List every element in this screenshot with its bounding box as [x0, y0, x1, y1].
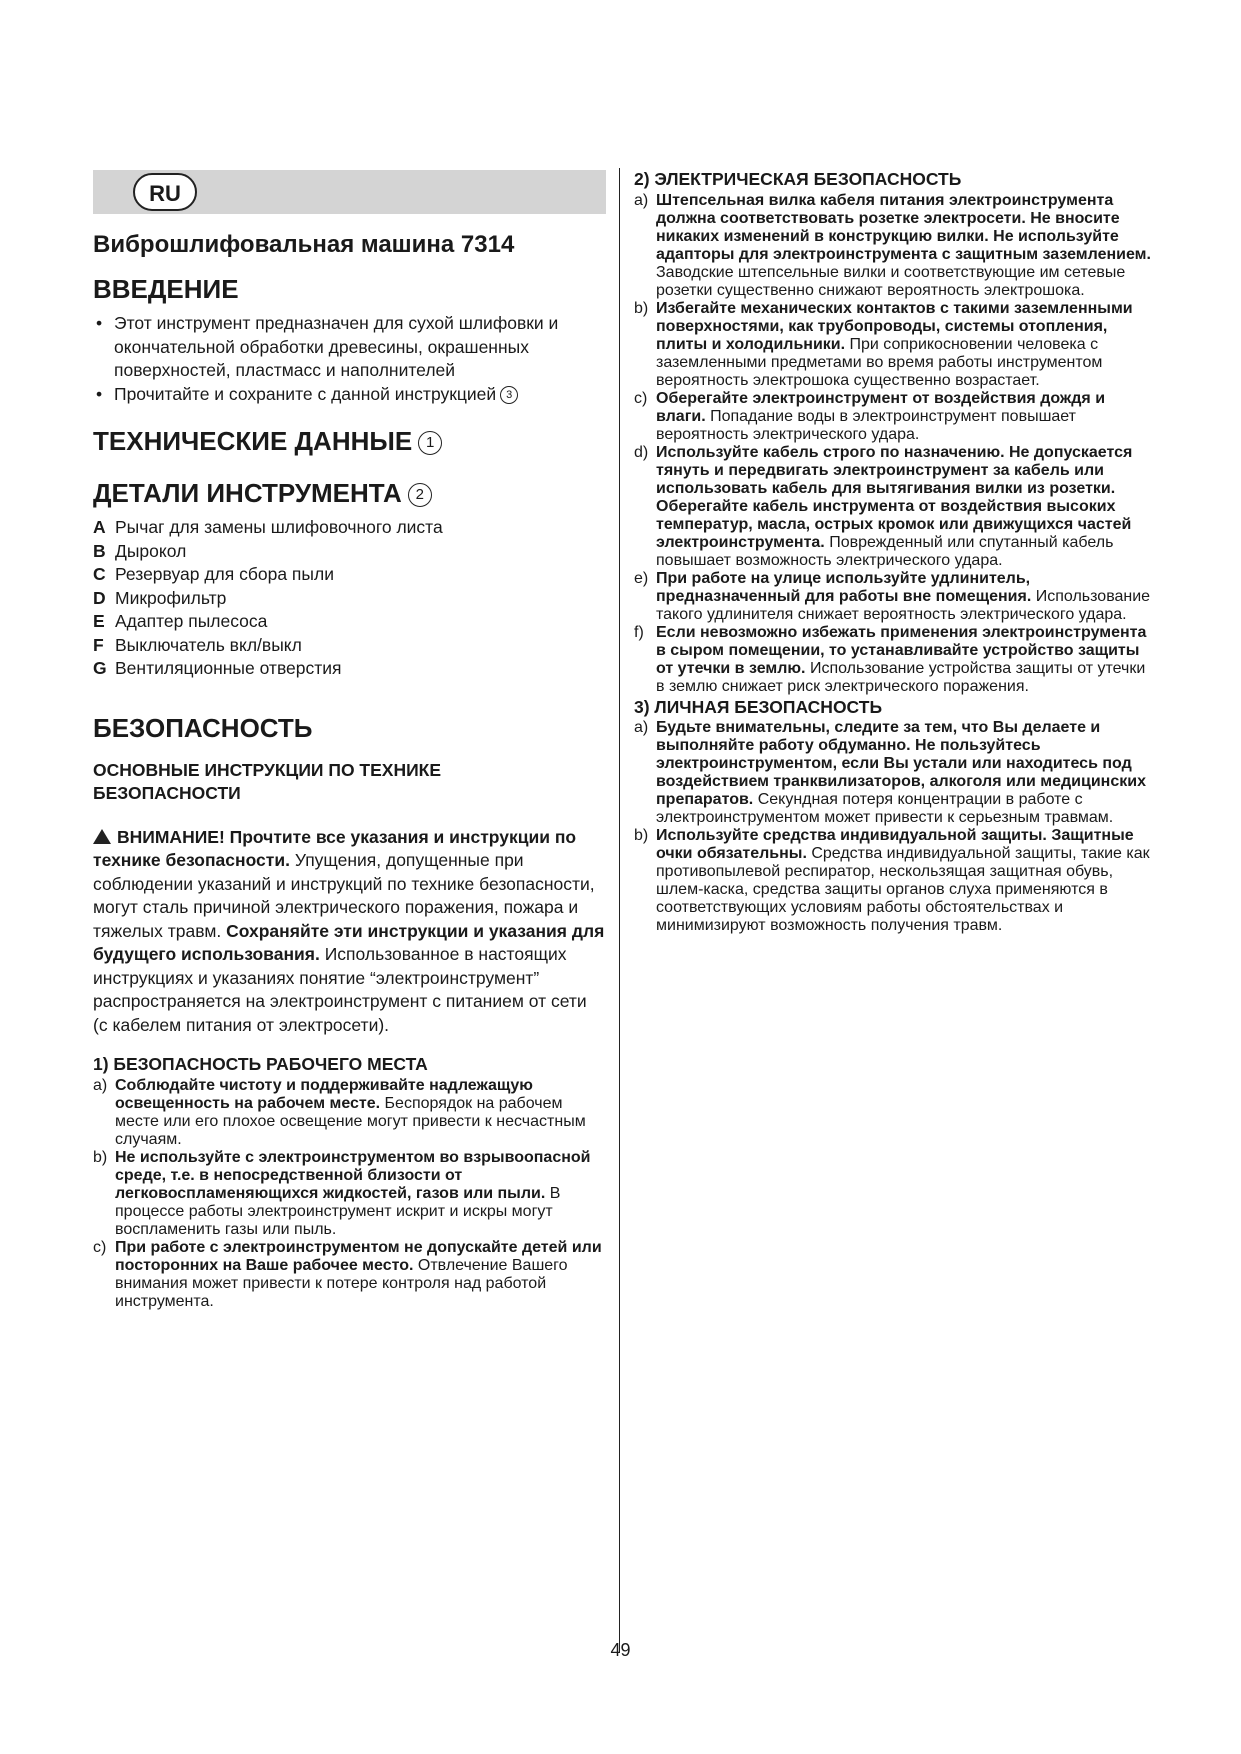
warning-text: Упущения, допущенные при соблюдении указаний и инструкций по технике безопасности, могут сталь причиной электрического поражения, пожара и тяжелых травм. — [93, 850, 595, 941]
safety-heading: БЕЗОПАСНОСТЬ — [93, 712, 313, 743]
item-label: d) — [634, 443, 649, 461]
item-body: Средства индивидуальной защиты, такие как противопылевой респиратор, нескользящая защитная обувь, шлем-каска, средства защиты органов слуха применяются в соответствующих условиям работы обстоятельствах и минимизируют возможность получения травм. — [656, 845, 1150, 934]
part-text: Дырокол — [115, 540, 187, 561]
item-label: a) — [634, 191, 649, 209]
item-bold: При работе на улице используйте удлинитель, предназначенный для работы вне помещения. — [656, 569, 1032, 605]
keep-text: Использованное в настоящих инструкциях и указаниях понятие “электроинструмент” распространяется на электроинструмент с питанием от сети (с кабелем питания от электросети). — [93, 944, 587, 1035]
part-text: Вентиляционные отверстия — [115, 658, 342, 678]
intro-heading: ВВЕДЕНИЕ — [93, 274, 239, 304]
item-body: Заводские штепсельные вилки и соответствующие им сетевые розетки существенно снижают вероятность электрошока. — [656, 263, 1126, 299]
item-text — [115, 1077, 606, 1149]
right-column — [634, 168, 1154, 935]
part-text: Рычаг для замены шлифовочного листа — [115, 517, 443, 537]
item-text — [656, 624, 1154, 696]
part-text: Выключатель вкл/выкл — [115, 634, 302, 655]
personal-item-a — [634, 719, 1154, 827]
item-text — [656, 719, 1154, 827]
item-text — [656, 444, 1154, 570]
electrical-item-c — [634, 390, 1154, 444]
item-bold: Избегайте механических контактов с такими заземленными поверхностями, как трубопроводы, системы отопления, плиты и холодильники. — [656, 299, 1133, 353]
workplace-item-a — [93, 1077, 606, 1149]
item-bold: Будьте внимательны, следите за тем, что Вы делаете и выполняйте работу обдуманно. Не пользуйтесь электроинструментом, если Вы устали или находитесь под воздействием транквилизаторов, алкоголя или медицинских препаратов. — [656, 719, 1146, 808]
personal-heading: 3) ЛИЧНАЯ БЕЗОПАСНОСТЬ — [634, 696, 883, 717]
list-item — [93, 540, 606, 564]
item-body: Отвлечение Вашего внимания может привести к потере контроля над работой инструмента. — [115, 1256, 568, 1310]
part-text: Адаптер пылесоса — [115, 611, 268, 631]
bullet-text: Прочитайте и сохраните с данной инструкцией — [114, 383, 497, 404]
workplace-heading: 1) БЕЗОПАСНОСТЬ РАБОЧЕГО МЕСТА — [93, 1054, 428, 1074]
item-text — [115, 1149, 606, 1239]
item-bold: При работе с электроинструментом не допускайте детей или посторонних на Ваше рабочее место. — [115, 1238, 602, 1274]
list-item — [93, 587, 606, 611]
item-text — [115, 1239, 606, 1311]
item-text — [656, 300, 1154, 390]
item-body: Попадание воды в электроинструмент повышает вероятность электрического удара. — [656, 407, 1076, 443]
product-title: Виброшлифовальная машина 7314 — [93, 231, 515, 258]
figure-ref-icon: 3 — [500, 386, 518, 404]
figure-ref-icon: 2 — [408, 483, 432, 507]
tech-data-heading — [93, 424, 606, 458]
keep-bold: Сохраняйте эти инструкции и указания для будущего использования. — [93, 920, 605, 964]
item-text — [656, 192, 1154, 300]
electrical-item-b — [634, 300, 1154, 390]
part-key: C — [93, 564, 106, 584]
language-bar — [93, 170, 606, 214]
figure-ref-icon: 1 — [418, 431, 442, 455]
item-bold: Не используйте с электроинструментом во взрывоопасной среде, т.е. в непосредственной близости от легковоспламеняющихся жидкостей, газов или пыли. — [115, 1148, 591, 1202]
part-key: G — [93, 658, 107, 678]
intro-list — [93, 312, 606, 406]
page-number: 49 — [610, 1640, 631, 1660]
item-bold: Соблюдайте чистоту и поддерживайте надлежащую освещенность на рабочем месте. — [115, 1076, 533, 1112]
item-label: b) — [634, 299, 649, 317]
warning-paragraph — [93, 826, 606, 1038]
part-text: Микрофильтр — [115, 587, 227, 608]
item-text — [656, 570, 1154, 624]
item-text — [656, 827, 1154, 935]
heading-text: ТЕХНИЧЕСКИЕ ДАННЫЕ — [93, 426, 413, 456]
item-label: b) — [634, 827, 649, 844]
left-column — [93, 170, 606, 1311]
bullet-text: Этот инструмент предназначен для сухой шлифовки и окончательной обработки древесины, окрашенных поверхностей, пластмасс и наполнителей — [114, 313, 559, 380]
item-label: a) — [93, 1076, 108, 1094]
list-item — [93, 383, 606, 407]
electrical-item-e — [634, 570, 1154, 624]
electrical-item-d — [634, 444, 1154, 570]
safety-subheading: ОСНОВНЫЕ ИНСТРУКЦИИ ПО ТЕХНИКЕ БЕЗОПАСНОСТИ — [93, 759, 442, 803]
item-bold: Штепсельная вилка кабеля питания электроинструмента должна соответствовать розетке электросети. Не вносите никаких изменений в конструкцию вилки. Не используйте адапторы для электроинструмента с защитным заземлением. — [656, 191, 1151, 263]
electrical-heading: 2) ЭЛЕКТРИЧЕСКАЯ БЕЗОПАСНОСТЬ — [634, 169, 962, 189]
item-body: Использование устройства защиты от утечки в землю снижает риск электрического поражения. — [656, 659, 1146, 695]
list-item — [93, 657, 606, 681]
item-bold: Если невозможно избежать применения электроинструмента в сыром помещении, то устанавливайте устройство защиты от утечки в землю. — [656, 623, 1147, 677]
item-label: b) — [93, 1148, 108, 1166]
warning-bold: ВНИМАНИЕ! Прочтите все указания и инструкции по технике безопасности. — [93, 826, 577, 870]
part-text: Резервуар для сбора пыли — [115, 564, 334, 584]
electrical-item-f — [634, 624, 1154, 696]
workplace-item-b — [93, 1149, 606, 1239]
item-body: Использование такого удлинителя снижает вероятность электрического удара. — [656, 587, 1151, 623]
list-item — [93, 610, 606, 634]
item-body: При соприкосновении человека с заземленными предметами во время работы инструментом вероятность электрошока существенно возрастает. — [656, 335, 1103, 389]
item-label: c) — [634, 389, 648, 407]
part-key: A — [93, 517, 106, 537]
item-bold: Используйте кабель строго по назначению. Не допускается тянуть и передвигать электроинструмент за кабель или использовать кабель для вытягивания вилки из розетки. Оберегайте кабель инструмента от воздействия высоких температур, масла, острых кромок или движущихся частей электроинструмента. — [656, 443, 1133, 551]
column-divider — [619, 168, 620, 1653]
item-body: Беспорядок на рабочем месте или его плохое освещение могут привести к несчастным случаям. — [115, 1094, 586, 1148]
part-key: F — [93, 634, 104, 655]
part-key: B — [93, 540, 106, 561]
item-body: Секундная потеря концентрации в работе с электроинструментом может привести к серьезным травмам. — [656, 791, 1114, 826]
electrical-item-a — [634, 192, 1154, 300]
item-bold: Используйте средства индивидуальной защиты. Защитные очки обязательны. — [656, 827, 1134, 862]
warning-icon — [93, 829, 111, 844]
item-body: В процессе работы электроинструмент искрит и искры могут воспламенить газы или пыль. — [115, 1184, 561, 1238]
item-bold: Оберегайте электроинструмент от воздействия дождя и влаги. — [656, 389, 1106, 425]
part-key: D — [93, 587, 106, 608]
personal-item-b — [634, 827, 1154, 935]
item-body: Поврежденный или спутанный кабель повышает возможность электрического удара. — [656, 533, 1114, 569]
list-item — [93, 563, 606, 587]
list-item — [93, 312, 606, 383]
item-label: a) — [634, 719, 649, 736]
heading-text: ДЕТАЛИ ИНСТРУМЕНТА — [93, 478, 402, 508]
workplace-item-c — [93, 1239, 606, 1311]
part-key: E — [93, 611, 105, 631]
parts-heading — [93, 476, 606, 510]
item-label: f) — [634, 623, 644, 641]
list-item — [93, 516, 606, 540]
list-item — [93, 634, 606, 658]
language-badge: RU — [133, 173, 197, 211]
item-label: c) — [93, 1238, 107, 1256]
item-label: e) — [634, 569, 649, 587]
parts-list — [93, 516, 606, 681]
item-text — [656, 390, 1154, 444]
